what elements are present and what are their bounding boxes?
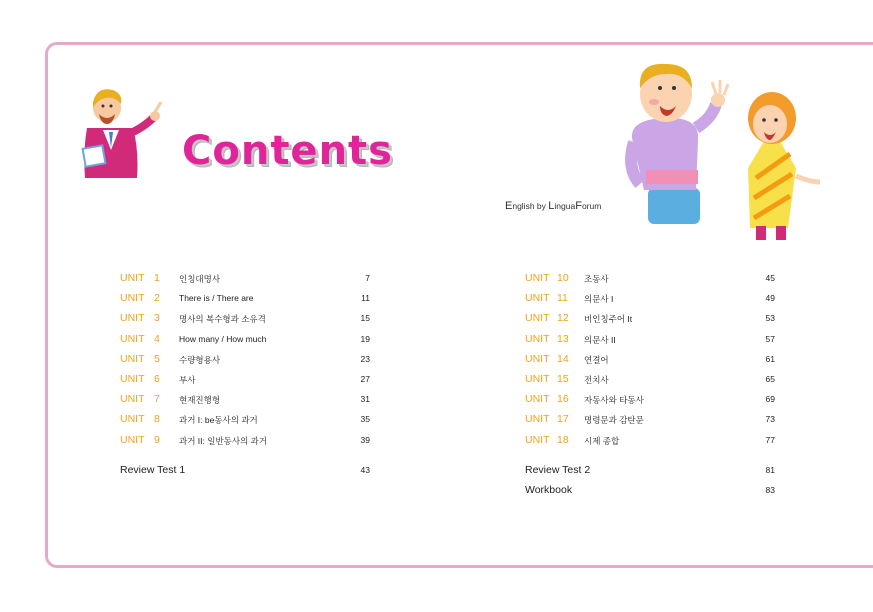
toc-row[interactable]: UNIT 7 현재진행형 31	[120, 393, 370, 406]
toc-row[interactable]: UNIT 14 연결어 61	[525, 352, 775, 365]
toc-review-row[interactable]: Review Test 1 43	[120, 463, 370, 476]
toc-row[interactable]: UNIT 13 의문사 II 57	[525, 332, 775, 345]
toc-row[interactable]: UNIT 1 인칭대명사 7	[120, 272, 370, 284]
toc-row[interactable]: UNIT 12 비인칭주어 It 53	[525, 312, 775, 325]
toc-row[interactable]: UNIT 2 There is / There are 11	[120, 292, 370, 305]
toc-row[interactable]: UNIT 16 자동사와 타동사 69	[525, 393, 775, 406]
page-title: Contents	[182, 128, 393, 174]
toc-left-column	[120, 272, 370, 484]
toc-row[interactable]: UNIT 8 과거 I: be동사의 과거 35	[120, 413, 370, 426]
kids-illustration	[620, 58, 830, 240]
toc-row[interactable]: UNIT 10 조동사 45	[525, 272, 775, 284]
toc-right-column	[525, 272, 775, 504]
brand-line: English by LinguaForum	[505, 200, 602, 212]
toc-row[interactable]: UNIT 17 명령문과 감탄문 73	[525, 413, 775, 426]
toc-row[interactable]: UNIT 11 의문사 I 49	[525, 292, 775, 305]
toc-review-row[interactable]: Review Test 2 81	[525, 463, 775, 476]
toc-row[interactable]: UNIT 18 시제 종합 77	[525, 433, 775, 446]
toc-row[interactable]: UNIT 9 과거 II: 일반동사의 과거 39	[120, 433, 370, 446]
toc-row[interactable]: UNIT 4 How many / How much 19	[120, 332, 370, 345]
toc-row[interactable]: UNIT 5 수량형용사 23	[120, 352, 370, 365]
toc-row[interactable]: UNIT 6 부사 27	[120, 372, 370, 385]
teacher-illustration	[75, 80, 165, 180]
toc-workbook-row[interactable]: Workbook 83	[525, 483, 775, 496]
toc-row[interactable]: UNIT 3 명사의 복수형과 소유격 15	[120, 312, 370, 325]
toc-row[interactable]: UNIT 15 전치사 65	[525, 372, 775, 385]
